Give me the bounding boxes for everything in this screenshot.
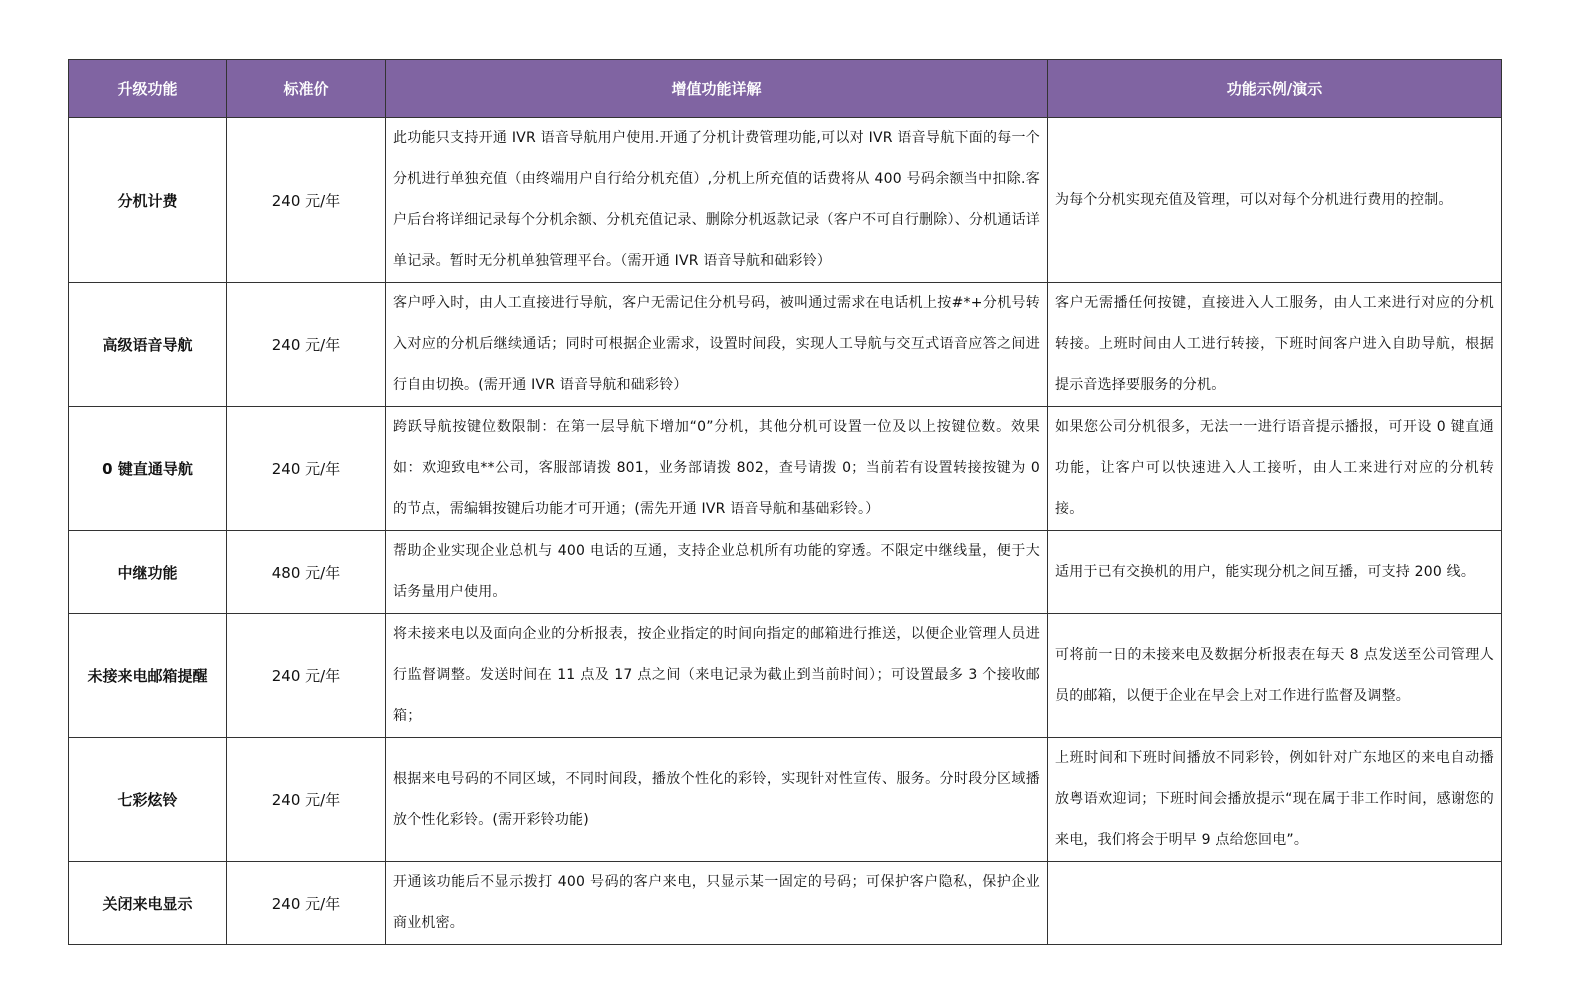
feature-detail: 将未接来电以及面向企业的分析报表，按企业指定的时间向指定的邮箱进行推送，以便企业管理人员进行监督调整。发送时间在 11 点及 17 点之间（来电记录为截止到当前时间）；可设置最多 3 个接收邮箱； (386, 614, 1048, 738)
feature-price-table (68, 59, 1502, 945)
feature-price: 240 元/年 (227, 118, 386, 283)
feature-detail: 帮助企业实现企业总机与 400 电话的互通，支持企业总机所有功能的穿透。不限定中继线量，便于大话务量用户使用。 (386, 531, 1048, 614)
feature-name: 七彩炫铃 (69, 738, 227, 862)
table-row (69, 862, 1502, 945)
feature-price: 240 元/年 (227, 862, 386, 945)
header-upgrade-feature: 升级功能 (69, 60, 227, 118)
header-standard-price: 标准价 (227, 60, 386, 118)
feature-name: 关闭来电显示 (69, 862, 227, 945)
feature-example: 为每个分机实现充值及管理，可以对每个分机进行费用的控制。 (1048, 118, 1502, 283)
feature-name: 未接来电邮箱提醒 (69, 614, 227, 738)
feature-name: 高级语音导航 (69, 283, 227, 407)
feature-name: 分机计费 (69, 118, 227, 283)
feature-price: 240 元/年 (227, 283, 386, 407)
feature-detail: 此功能只支持开通 IVR 语音导航用户使用.开通了分机计费管理功能,可以对 IVR 语音导航下面的每一个分机进行单独充值（由终端用户自行给分机充值）,分机上所充值的话费将从 400 号码余额当中扣除.客户后台将详细记录每个分机余额、分机充值记录、删除分机返款记录（客户不可自行删除）、分机通话详单记录。暂时无分机单独管理平台。（需开通 IVR 语音导航和础彩铃） (386, 118, 1048, 283)
table-row (69, 531, 1502, 614)
feature-price: 240 元/年 (227, 614, 386, 738)
feature-example (1048, 862, 1502, 945)
table-row (69, 407, 1502, 531)
table-row (69, 118, 1502, 283)
table-header-row (69, 60, 1502, 118)
feature-name: 0 键直通导航 (69, 407, 227, 531)
feature-example: 客户无需播任何按键，直接进入人工服务，由人工来进行对应的分机转接。上班时间由人工进行转接，下班时间客户进入自助导航，根据提示音选择要服务的分机。 (1048, 283, 1502, 407)
feature-price: 480 元/年 (227, 531, 386, 614)
table-row (69, 738, 1502, 862)
feature-example: 适用于已有交换机的用户，能实现分机之间互播，可支持 200 线。 (1048, 531, 1502, 614)
feature-detail: 根据来电号码的不同区域，不同时间段，播放个性化的彩铃，实现针对性宣传、服务。分时段分区域播放个性化彩铃。(需开彩铃功能) (386, 738, 1048, 862)
table-row (69, 283, 1502, 407)
header-feature-detail: 增值功能详解 (386, 60, 1048, 118)
feature-detail: 跨跃导航按键位数限制：在第一层导航下增加“0”分机，其他分机可设置一位及以上按键位数。效果如：欢迎致电**公司，客服部请拨 801，业务部请拨 802，查号请拨 0；当前若有设置转接按键为 0 的节点，需编辑按键后功能才可开通；(需先开通 IVR 语音导航和基础彩铃。） (386, 407, 1048, 531)
feature-example: 上班时间和下班时间播放不同彩铃，例如针对广东地区的来电自动播放粤语欢迎词；下班时间会播放提示“现在属于非工作时间，感谢您的来电，我们将会于明早 9 点给您回电”。 (1048, 738, 1502, 862)
feature-detail: 开通该功能后不显示拨打 400 号码的客户来电，只显示某一固定的号码；可保护客户隐私，保护企业商业机密。 (386, 862, 1048, 945)
feature-detail: 客户呼入时，由人工直接进行导航，客户无需记住分机号码，被叫通过需求在电话机上按#*+分机号转入对应的分机后继续通话；同时可根据企业需求，设置时间段，实现人工导航与交互式语音应答之间进行自由切换。(需开通 IVR 语音导航和础彩铃） (386, 283, 1048, 407)
feature-example: 可将前一日的未接来电及数据分析报表在每天 8 点发送至公司管理人员的邮箱，以便于企业在早会上对工作进行监督及调整。 (1048, 614, 1502, 738)
table-row (69, 614, 1502, 738)
feature-price: 240 元/年 (227, 407, 386, 531)
feature-price: 240 元/年 (227, 738, 386, 862)
feature-name: 中继功能 (69, 531, 227, 614)
header-feature-example: 功能示例/演示 (1048, 60, 1502, 118)
feature-example: 如果您公司分机很多，无法一一进行语音提示播报，可开设 0 键直通功能，让客户可以快速进入人工接听，由人工来进行对应的分机转接。 (1048, 407, 1502, 531)
